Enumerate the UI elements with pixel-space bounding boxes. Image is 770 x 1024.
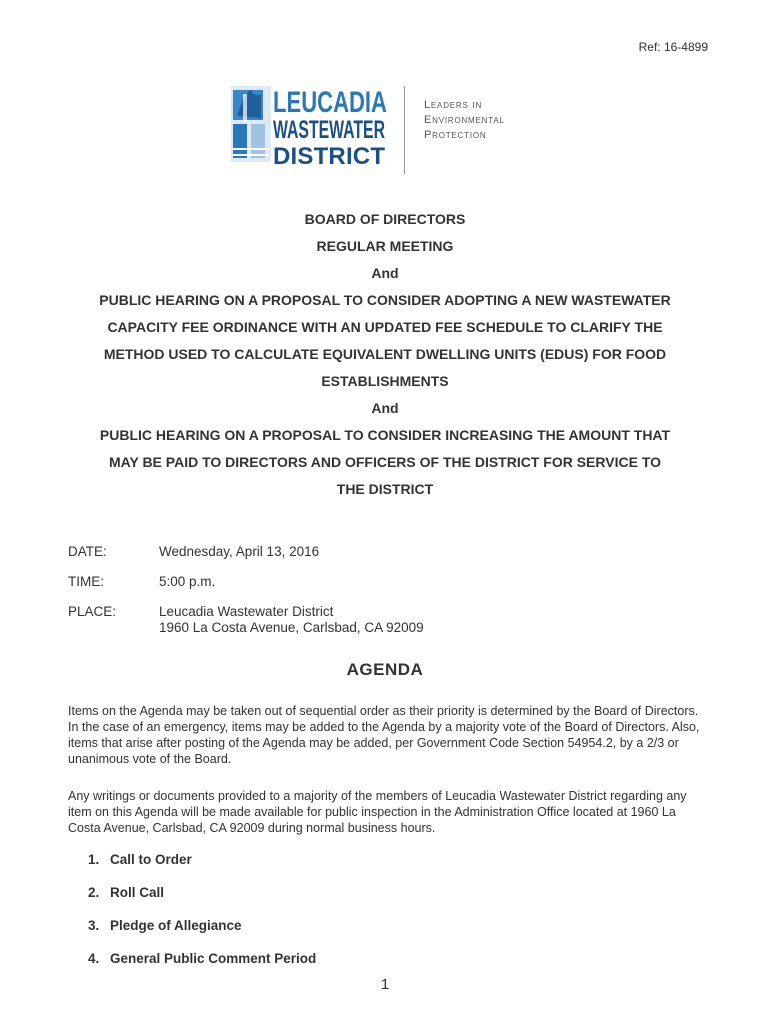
heading-line: And <box>371 400 399 416</box>
heading-line: PUBLIC HEARING ON A PROPOSAL TO CONSIDER ADOPTING A NEW WASTEWATER <box>99 292 671 308</box>
heading-line: THE DISTRICT <box>336 481 434 497</box>
page-number: 1 <box>380 976 390 993</box>
reference-number: Ref: 16-4899 <box>638 40 708 54</box>
agenda-item-text: Pledge of Allegiance <box>110 918 242 933</box>
tagline-line: Environmental <box>424 114 505 126</box>
time-label: TIME: <box>68 574 104 589</box>
meeting-headings <box>0 206 770 503</box>
heading-line: REGULAR MEETING <box>316 238 454 254</box>
place-line: Leucadia Wastewater District <box>159 604 334 619</box>
tagline <box>424 98 505 143</box>
heading-line: CAPACITY FEE ORDINANCE WITH AN UPDATED FEE SCHEDULE TO CLARIFY THE <box>107 319 663 335</box>
place-line: 1960 La Costa Avenue, Carlsbad, CA 92009 <box>159 620 424 635</box>
tagline-line: Protection <box>424 129 487 141</box>
heading-line: MAY BE PAID TO DIRECTORS AND OFFICERS OF THE DISTRICT FOR SERVICE TO <box>108 454 662 470</box>
agenda-item <box>88 885 316 918</box>
agenda-item-text: Roll Call <box>110 885 165 900</box>
time-row <box>68 574 424 589</box>
place-label: PLACE: <box>68 604 117 619</box>
agenda-item-text: Call to Order <box>110 852 192 867</box>
date-row <box>68 544 424 559</box>
heading-line: ESTABLISHMENTS <box>321 373 449 389</box>
agenda-title: AGENDA <box>346 660 424 679</box>
agenda-item-number: 1. <box>88 852 100 867</box>
agenda-item <box>88 852 316 885</box>
logo-divider <box>404 86 405 174</box>
logo-line3: DISTRICT <box>273 143 385 168</box>
agenda-notice-paragraph: Items on the Agenda may be taken out of sequential order as their priority is determined by the Board of Directors. In the case of an emergency, items may be added to the Agenda by a majority vote of the Board of Directors. Also, items that arise after posting of the Agenda may be added, per Government Code Section 54954.2, by a 2/3 or unanimous vote of the Board. <box>68 704 700 766</box>
tagline-line: Leaders in <box>424 99 483 111</box>
heading-line: PUBLIC HEARING ON A PROPOSAL TO CONSIDER INCREASING THE AMOUNT THAT <box>99 427 671 443</box>
agenda-item-number: 2. <box>88 885 100 900</box>
logo-line1: LEUCADIA <box>273 86 387 119</box>
place-row <box>68 604 424 636</box>
agenda-item-number: 4. <box>88 951 100 966</box>
agenda-item-text: General Public Comment Period <box>110 951 317 966</box>
district-logo <box>231 82 391 168</box>
heading-line: BOARD OF DIRECTORS <box>304 211 466 227</box>
agenda-item <box>88 918 316 951</box>
place-value <box>159 604 424 636</box>
date-value: Wednesday, April 13, 2016 <box>159 544 320 559</box>
time-value: 5:00 p.m. <box>159 574 216 589</box>
agenda-items <box>88 852 316 984</box>
logo-line2: WASTEWATER <box>273 116 385 144</box>
date-label: DATE: <box>68 544 107 559</box>
heading-line: METHOD USED TO CALCULATE EQUIVALENT DWELLING UNITS (EDUS) FOR FOOD <box>103 346 667 362</box>
meeting-info <box>68 544 424 651</box>
heading-line: And <box>371 265 399 281</box>
agenda-item-number: 3. <box>88 918 100 933</box>
public-inspection-paragraph: Any writings or documents provided to a majority of the members of Leucadia Wastewater District regarding any item on this Agenda will be made available for public inspection in the Administration Office located at 1960 La Costa Avenue, Carlsbad, CA 92009 during normal business hours. <box>68 789 687 835</box>
